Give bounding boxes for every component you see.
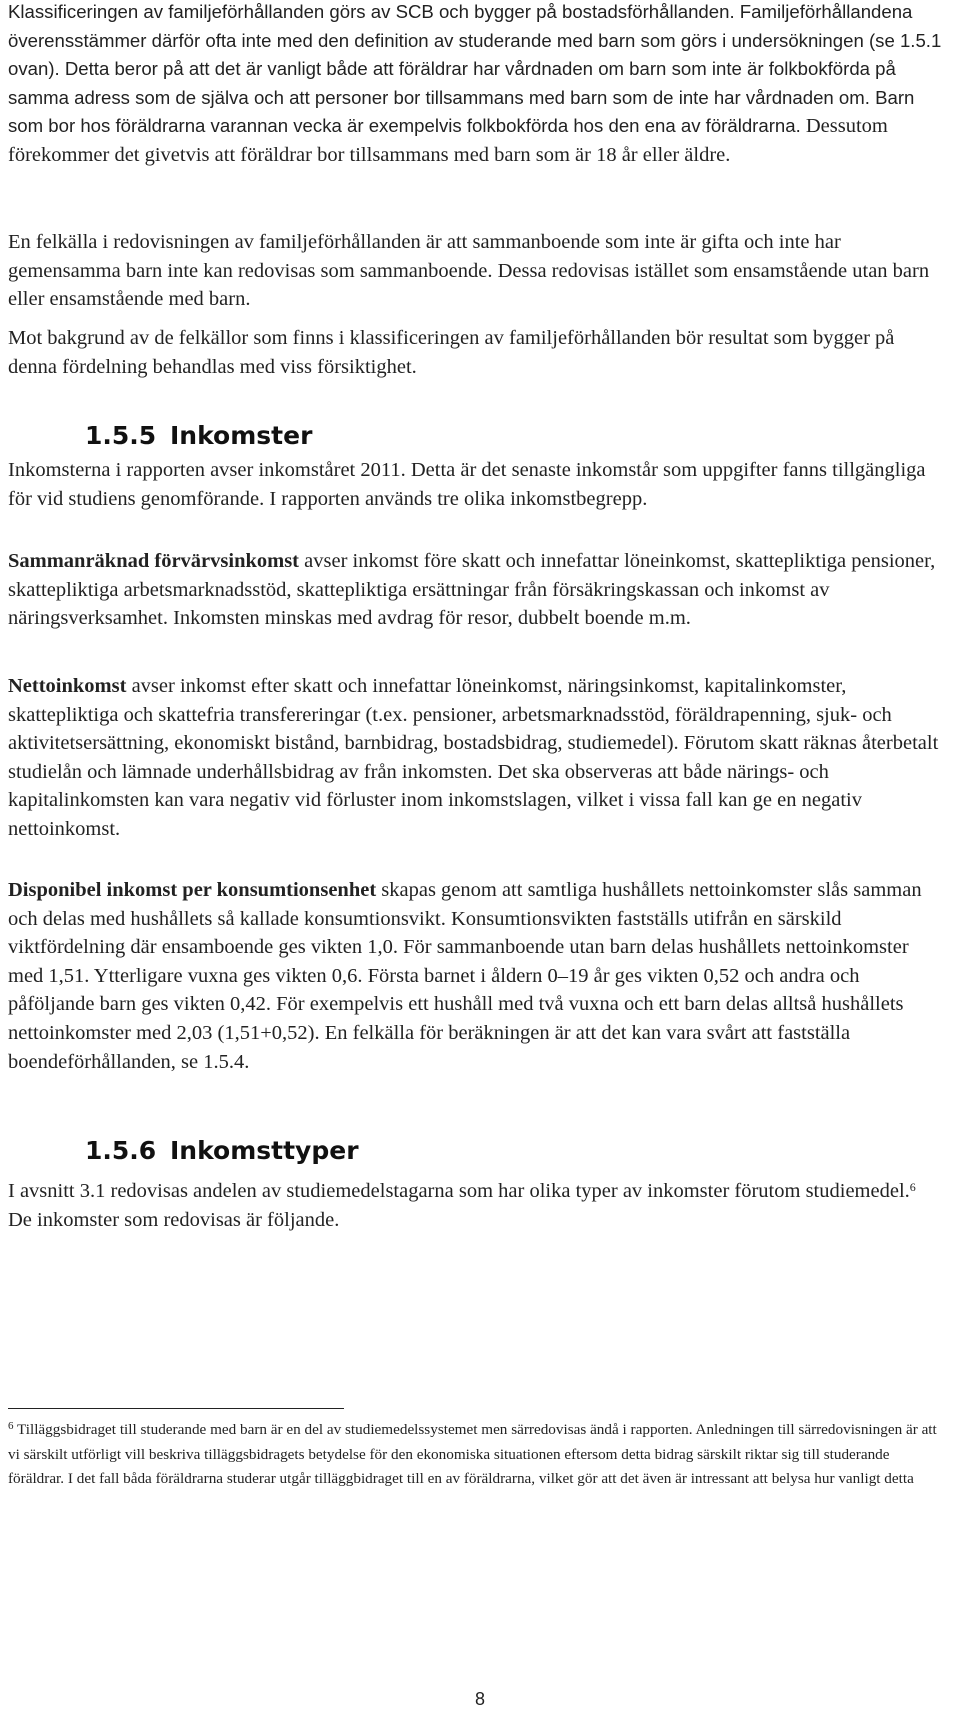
paragraph-inkomsttyper — [8, 1177, 943, 1234]
section-title: Inkomster — [170, 421, 313, 450]
section-title: Inkomsttyper — [170, 1136, 359, 1165]
term-sammanraknad-text: avser inkomst före skatt och innefattar löneinkomst, skattepliktiga pensioner, skattepliktiga arbetsmarknadsstöd, skattepliktiga ersättningar från försäkringskassan och inkomst av näringsverksamhet. Inkomsten minskas med avdrag för resor, dubbelt boende m.m. — [8, 550, 936, 630]
footnote — [8, 1418, 948, 1492]
intro-serif-text: Dessutom förekommer det givetvis att föräldrar bor tillsammans med barn som är 18 år eller äldre. — [8, 115, 888, 166]
footnote-marker: 6 — [8, 1420, 14, 1432]
section-heading-155 — [85, 420, 312, 452]
paragraph-mot-bakgrund: Mot bakgrund av de felkällor som finns i klassificeringen av familjeförhållanden bör resultat som bygger på denna fördelning behandlas med viss försiktighet. — [8, 327, 895, 378]
footnote-text: Tilläggsbidraget till studerande med barn är en del av studiemedelssystemet men särredovisas ändå i rapporten. Anledningen till särredovisningen är att vi särskilt utförligt vill beskriva tilläggsbidragets betydelse för den ekonomiska situationen eftersom detta bidrag särskilt riktar sig till studerande föräldrar. I det fall båda föräldrarna studerar utgår tilläggbidraget till en av föräldrarna, vilket gör att det även är intressant att belysa hur vanligt detta — [8, 1421, 937, 1488]
section-number: 1.5.6 — [85, 1136, 157, 1165]
paragraph-felkalla: En felkälla i redovisningen av familjeförhållanden är att sammanboende som inte är gifta och inte har gemensamma barn inte kan redovisas som sammanboende. Dessa redovisas istället som ensamstående utan barn eller ensamstående med barn. — [8, 231, 930, 311]
inkomsttyper-text-after: De inkomster som redovisas är följande. — [8, 1208, 340, 1231]
term-sammanraknad: Sammanräknad förvärvsinkomst — [8, 550, 300, 572]
paragraph-sammanraknad — [8, 547, 943, 633]
paragraph-inkomster-intro: Inkomsterna i rapporten avser inkomståret 2011. Detta är det senaste inkomstår som uppgifter fanns tillgängliga för vid studiens genomförande. I rapporten används tre olika inkomstbegrepp. — [8, 459, 926, 510]
paragraph-disponibel — [8, 876, 943, 1076]
term-disponibel: Disponibel inkomst per konsumtionsenhet — [8, 879, 377, 901]
intro-paragraph — [8, 0, 943, 170]
footnote-reference: 6 — [909, 1180, 916, 1194]
section-heading-156 — [85, 1135, 359, 1167]
page-number: 8 — [474, 1689, 485, 1709]
inkomsttyper-text-before: I avsnitt 3.1 redovisas andelen av studiemedelstagarna som har olika typer av inkomster förutom studiemedel. — [8, 1180, 910, 1202]
footnote-separator — [8, 1408, 344, 1409]
paragraph-nettoinkomst — [8, 672, 943, 844]
section-number: 1.5.5 — [85, 421, 157, 450]
term-disponibel-text: skapas genom att samtliga hushållets nettoinkomster slås samman och delas med hushållets så kallade konsumtionsvikt. Konsumtionsvikten fastställs utifrån en särskild viktfördelning där ensamboende ges vikten 1,0. För sammanboende utan barn delas hushållets nettoinkomster med 1,51. Ytterligare vuxna ges vikten 0,6. Första barnet i åldern 0–19 år ges vikten 0,52 och andra och påföljande barn ges vikten 0,42. För exempelvis ett hushåll med två vuxna och ett barn delas alltså hushållets nettoinkomster med 2,03 (1,51+0,52). En felkälla för beräkningen är att det kan vara svårt att fastställa boendeförhållanden, se 1.5.4. — [8, 879, 922, 1073]
intro-sans-text: Klassificeringen av familjeförhållanden görs av SCB och bygger på bostadsförhållanden. Familjeförhållandena överensstämmer därför ofta inte med den definition av studerande med barn som görs i undersökningen (se 1.5.1 ovan). Detta beror på att det är vanligt både att föräldrar har vårdnaden om barn som inte är folkbokförda på samma adress som de själva och att personer bor tillsammans med barn som de inte har vårdnaden om. Barn som bor hos föräldrarna varannan vecka är exempelvis folkbokförda hos den ena av föräldrarna. — [8, 1, 942, 137]
term-nettoinkomst-text: avser inkomst efter skatt och innefattar löneinkomst, näringsinkomst, kapitalinkomster, skattepliktiga och skattefria transfereringar (t.ex. pensioner, arbetsmarknadsstöd, föräldrapenning, sjuk- och aktivitetsersättning, ekonomiskt bistånd, barnbidrag, bostadsbidrag, studiemedel). Förutom skatt räknas återbetalt studielån och lämnade underhållsbidrag av från inkomsten. Det ska observeras att både närings- och kapitalinkomsten kan vara negativ vid förluster inom inkomstslagen, vilket i vissa fall kan ge en negativ nettoinkomst. — [8, 675, 939, 840]
term-nettoinkomst: Nettoinkomst — [8, 675, 127, 697]
